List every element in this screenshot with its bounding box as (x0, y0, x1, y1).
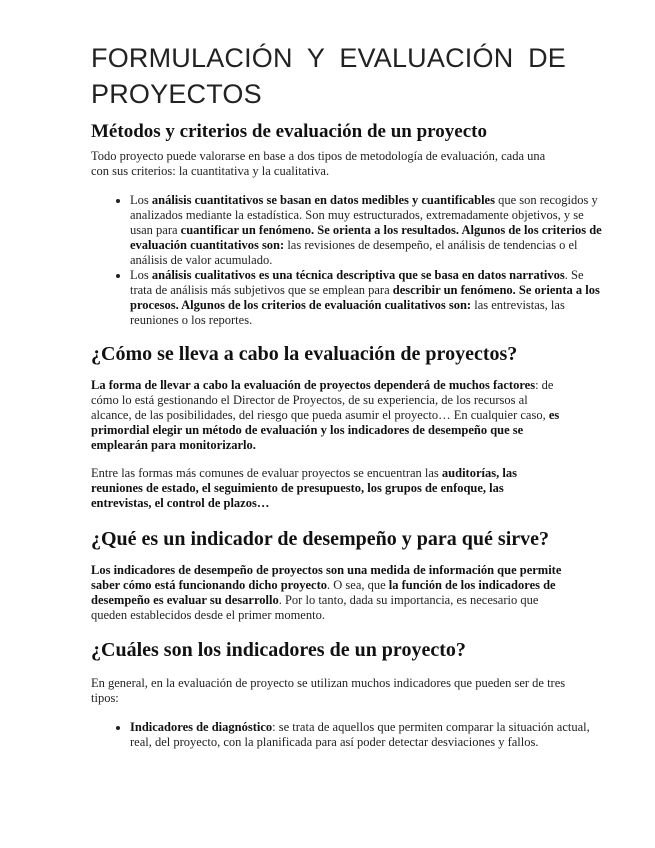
list-item-qualitative: • Los análisis cualitativos es una técnica descriptiva que se basa en datos narrativos. Se trata de análisis más subjetivos que se emplean para describir un fenómeno. Se orienta a los procesos. Algunos de los criterios de evaluación cualitativos son: las entrevistas, las reuniones o los reportes. (130, 268, 605, 328)
how-paragraph-1: La forma de llevar a cabo la evaluación de proyectos dependerá de muchos factores: de cómo lo está gestionando el Director de Proyectos, de su experiencia, de los recursos al alcance, de las posibilidades, del riesgo que pueda asumir el proyecto… En cualquier caso, es primordial elegir un método de evaluación y los indicadores de desempeño que se emplearán para monitorizarlo. (91, 378, 560, 452)
heading-indicator: ¿Qué es un indicador de desempeño y para qué sirve? (91, 528, 549, 550)
indicator-paragraph: Los indicadores de desempeño de proyectos son una medida de información que permite saber cómo está funcionando dicho proyecto. O sea, que la función de los indicadores de desempeño es evaluar su desarrollo. Por lo tanto, dada su importancia, es necesario que queden establecidos desde el primer momento. (91, 563, 562, 622)
how-paragraph-2: Entre las formas más comunes de evaluar proyectos se encuentran las auditorías, las reuniones de estado, el seguimiento de presupuesto, los grupos de enfoque, las entrevistas, el control de plazos… (91, 466, 517, 510)
list-item-quantitative: • Los análisis cuantitativos se basan en datos medibles y cuantificables que son recogidos y analizados mediante la estadística. Son muy estructurados, extremadamente objetivos, y se usan para cuantificar un fenómeno. Se orienta a los resultados. Algunos de los criterios de evaluación cuantitativos son: las revisiones de desempeño, el análisis de tendencias o el análisis de valor acumulado. (130, 193, 605, 268)
document-title (91, 40, 566, 112)
which-paragraph: En general, en la evaluación de proyecto se utilizan muchos indicadores que pueden ser de tres tipos: (91, 676, 566, 705)
title-line-2: PROYECTOS (91, 79, 262, 109)
indicators-list (91, 720, 605, 750)
heading-which: ¿Cuáles son los indicadores de un proyecto? (91, 639, 466, 661)
heading-methods: Métodos y criterios de evaluación de un proyecto (91, 121, 487, 142)
heading-how: ¿Cómo se lleva a cabo la evaluación de proyectos? (91, 343, 518, 365)
intro-paragraph: Todo proyecto puede valorarse en base a dos tipos de metodología de evaluación, cada una con sus criterios: la cuantitativa y la cualitativa. (91, 149, 546, 178)
title-line-1: FORMULACIÓN Y EVALUACIÓN DE (91, 43, 566, 73)
document-page (91, 0, 602, 749)
methods-list (91, 193, 605, 328)
list-item-diagnostic: • Indicadores de diagnóstico: se trata de aquellos que permiten comparar la situación actual, real, del proyecto, con la planificada para así poder detectar desviaciones y fallos. (130, 720, 605, 750)
